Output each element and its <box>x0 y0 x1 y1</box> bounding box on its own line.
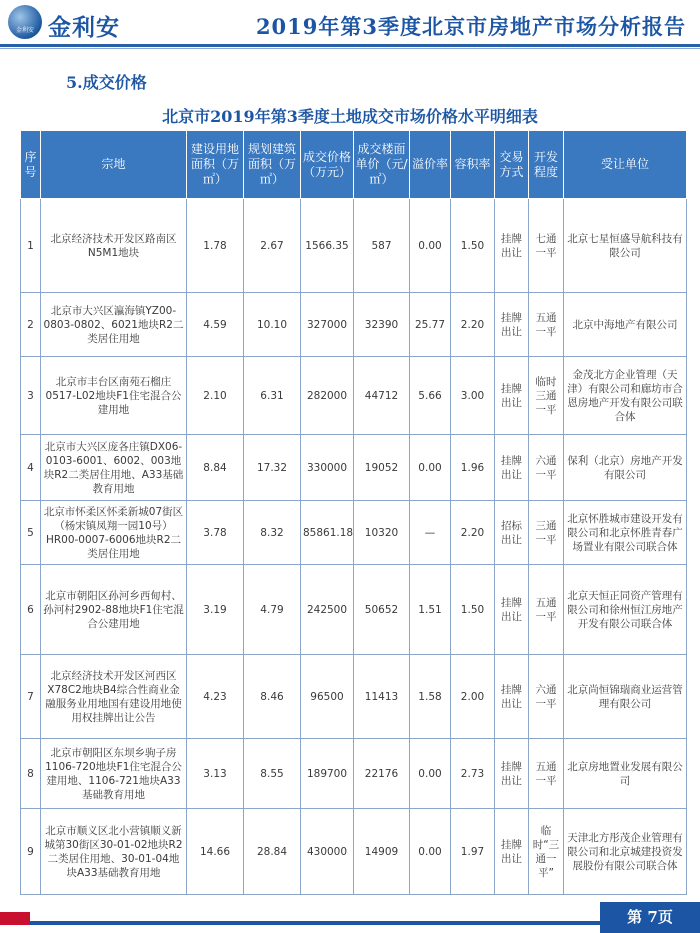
table-row <box>21 655 687 739</box>
cell-far: 2.20 <box>451 501 495 565</box>
cell-parcel: 北京市顺义区北小营镇顺义新城第30街区30-01-02地块R2二类居住用地、30-01-04地块A33基础教育用地 <box>41 809 187 895</box>
land-price-table <box>20 130 687 895</box>
cell-dev: 七通一平 <box>529 199 564 293</box>
cell-unit-price: 19052 <box>354 435 410 501</box>
cell-method: 挂牌出让 <box>495 357 529 435</box>
cell-buyer: 北京七星恒盛导航科技有限公司 <box>564 199 687 293</box>
cell-buyer: 北京怀胜城市建设开发有限公司和北京怀胜青春广场置业有限公司联合体 <box>564 501 687 565</box>
cell-unit-price: 22176 <box>354 739 410 809</box>
table-row <box>21 809 687 895</box>
cell-index: 6 <box>21 565 41 655</box>
cell-buyer: 天津北方彤茂企业管理有限公司和北京城建投资发展股份有限公司联合体 <box>564 809 687 895</box>
cell-buyer: 北京尚恒锦瑞商业运营管理有限公司 <box>564 655 687 739</box>
table-row <box>21 739 687 809</box>
footer-accent <box>0 912 30 925</box>
table-header-row <box>21 131 687 199</box>
col-header-unit-price: 成交楼面单价（元/㎡） <box>354 131 410 199</box>
col-header-parcel: 宗地 <box>41 131 187 199</box>
cell-parcel: 北京市朝阳区孙河乡西甸村、孙河村2902-88地块F1住宅混合公建用地 <box>41 565 187 655</box>
cell-dev: 六通一平 <box>529 435 564 501</box>
cell-unit-price: 50652 <box>354 565 410 655</box>
cell-parcel: 北京经济技术开发区河西区X78C2地块B4综合性商业金融服务业用地国有建设用地使用权挂牌出让公告 <box>41 655 187 739</box>
cell-index: 9 <box>21 809 41 895</box>
table-row <box>21 293 687 357</box>
cell-land-area: 1.78 <box>187 199 244 293</box>
cell-floor-area: 28.84 <box>244 809 301 895</box>
col-header-price: 成交价格（万元） <box>301 131 354 199</box>
cell-price: 330000 <box>301 435 354 501</box>
col-header-premium: 溢价率 <box>410 131 451 199</box>
cell-dev: 五通一平 <box>529 565 564 655</box>
cell-premium: 5.66 <box>410 357 451 435</box>
col-header-land-area: 建设用地面积（万㎡） <box>187 131 244 199</box>
cell-land-area: 14.66 <box>187 809 244 895</box>
cell-floor-area: 6.31 <box>244 357 301 435</box>
cell-parcel: 北京市大兴区瀛海镇YZ00-0803-0802、6021地块R2二类居住用地 <box>41 293 187 357</box>
cell-floor-area: 8.32 <box>244 501 301 565</box>
cell-method: 挂牌出让 <box>495 565 529 655</box>
col-header-floor-area: 规划建筑面积（万㎡） <box>244 131 301 199</box>
cell-land-area: 8.84 <box>187 435 244 501</box>
cell-price: 282000 <box>301 357 354 435</box>
cell-buyer: 北京中海地产有限公司 <box>564 293 687 357</box>
cell-floor-area: 8.55 <box>244 739 301 809</box>
cell-index: 1 <box>21 199 41 293</box>
cell-index: 5 <box>21 501 41 565</box>
cell-far: 2.20 <box>451 293 495 357</box>
cell-price: 1566.35 <box>301 199 354 293</box>
cell-index: 2 <box>21 293 41 357</box>
cell-far: 2.00 <box>451 655 495 739</box>
cell-buyer: 保利（北京）房地产开发有限公司 <box>564 435 687 501</box>
cell-price: 189700 <box>301 739 354 809</box>
cell-dev: 五通一平 <box>529 293 564 357</box>
cell-land-area: 4.23 <box>187 655 244 739</box>
cell-unit-price: 14909 <box>354 809 410 895</box>
cell-method: 招标出让 <box>495 501 529 565</box>
cell-buyer: 北京天恒正同资产管理有限公司和徐州恒江房地产开发有限公司联合体 <box>564 565 687 655</box>
cell-premium: 1.51 <box>410 565 451 655</box>
cell-parcel: 北京经济技术开发区路南区N5M1地块 <box>41 199 187 293</box>
page-header <box>0 0 700 46</box>
page-footer <box>0 907 700 933</box>
cell-far: 1.50 <box>451 199 495 293</box>
cell-floor-area: 10.10 <box>244 293 301 357</box>
cell-premium: 1.58 <box>410 655 451 739</box>
cell-unit-price: 587 <box>354 199 410 293</box>
cell-index: 4 <box>21 435 41 501</box>
cell-buyer: 金茂北方企业管理（天津）有限公司和廊坊市合恩房地产开发有限公司联合体 <box>564 357 687 435</box>
cell-index: 8 <box>21 739 41 809</box>
cell-premium: 0.00 <box>410 435 451 501</box>
cell-price: 327000 <box>301 293 354 357</box>
cell-parcel: 北京市丰台区南苑石榴庄0517-L02地块F1住宅混合公建用地 <box>41 357 187 435</box>
cell-buyer: 北京房地置业发展有限公司 <box>564 739 687 809</box>
cell-premium: 25.77 <box>410 293 451 357</box>
table-row <box>21 501 687 565</box>
page-number: 第 7页 <box>600 902 700 933</box>
cell-far: 1.97 <box>451 809 495 895</box>
table-row <box>21 435 687 501</box>
cell-dev: 五通一平 <box>529 739 564 809</box>
cell-far: 1.96 <box>451 435 495 501</box>
cell-unit-price: 44712 <box>354 357 410 435</box>
cell-premium: 0.00 <box>410 199 451 293</box>
cell-dev: 六通一平 <box>529 655 564 739</box>
cell-price: 430000 <box>301 809 354 895</box>
cell-far: 3.00 <box>451 357 495 435</box>
col-header-method: 交易方式 <box>495 131 529 199</box>
header-divider <box>0 44 700 47</box>
cell-method: 挂牌出让 <box>495 293 529 357</box>
cell-floor-area: 17.32 <box>244 435 301 501</box>
cell-unit-price: 11413 <box>354 655 410 739</box>
cell-method: 挂牌出让 <box>495 435 529 501</box>
cell-premium: 0.00 <box>410 739 451 809</box>
report-title: 2019年第3季度北京市房地产市场分析报告 <box>255 14 686 39</box>
header-divider-thin <box>0 48 700 49</box>
cell-premium: 0.00 <box>410 809 451 895</box>
company-logo: 金利安 <box>8 5 42 39</box>
cell-dev: 临时“三通一平” <box>529 809 564 895</box>
cell-price: 96500 <box>301 655 354 739</box>
cell-floor-area: 8.46 <box>244 655 301 739</box>
cell-method: 挂牌出让 <box>495 739 529 809</box>
table-row <box>21 357 687 435</box>
col-header-buyer: 受让单位 <box>564 131 687 199</box>
cell-parcel: 北京市大兴区庞各庄镇DX06-0103-6001、6002、003地块R2二类居住用地、A33基础教育用地 <box>41 435 187 501</box>
cell-parcel: 北京市怀柔区怀柔新城07街区（杨宋镇凤翔一园10号）HR00-0007-6006地块R2二类居住用地 <box>41 501 187 565</box>
cell-index: 7 <box>21 655 41 739</box>
cell-method: 挂牌出让 <box>495 199 529 293</box>
col-header-far: 容积率 <box>451 131 495 199</box>
footer-divider <box>30 921 600 925</box>
section-title: 5.成交价格 <box>66 73 147 92</box>
cell-land-area: 3.19 <box>187 565 244 655</box>
col-header-dev: 开发程度 <box>529 131 564 199</box>
company-name: 金利安 <box>48 14 120 41</box>
cell-index: 3 <box>21 357 41 435</box>
cell-far: 1.50 <box>451 565 495 655</box>
table-title: 北京市2019年第3季度土地成交市场价格水平明细表 <box>162 107 538 126</box>
table-row <box>21 565 687 655</box>
cell-floor-area: 4.79 <box>244 565 301 655</box>
cell-unit-price: 32390 <box>354 293 410 357</box>
cell-land-area: 2.10 <box>187 357 244 435</box>
cell-land-area: 3.78 <box>187 501 244 565</box>
cell-method: 挂牌出让 <box>495 655 529 739</box>
cell-unit-price: 10320 <box>354 501 410 565</box>
col-header-index: 序号 <box>21 131 41 199</box>
cell-dev: 临时三通一平 <box>529 357 564 435</box>
cell-premium: — <box>410 501 451 565</box>
cell-price: 242500 <box>301 565 354 655</box>
table-row <box>21 199 687 293</box>
cell-price: 85861.18 <box>301 501 354 565</box>
cell-far: 2.73 <box>451 739 495 809</box>
cell-land-area: 4.59 <box>187 293 244 357</box>
cell-parcel: 北京市朝阳区东坝乡驹子房1106-720地块F1住宅混合公建用地、1106-721地块A33基础教育用地 <box>41 739 187 809</box>
cell-land-area: 3.13 <box>187 739 244 809</box>
cell-dev: 三通一平 <box>529 501 564 565</box>
cell-method: 挂牌出让 <box>495 809 529 895</box>
cell-floor-area: 2.67 <box>244 199 301 293</box>
